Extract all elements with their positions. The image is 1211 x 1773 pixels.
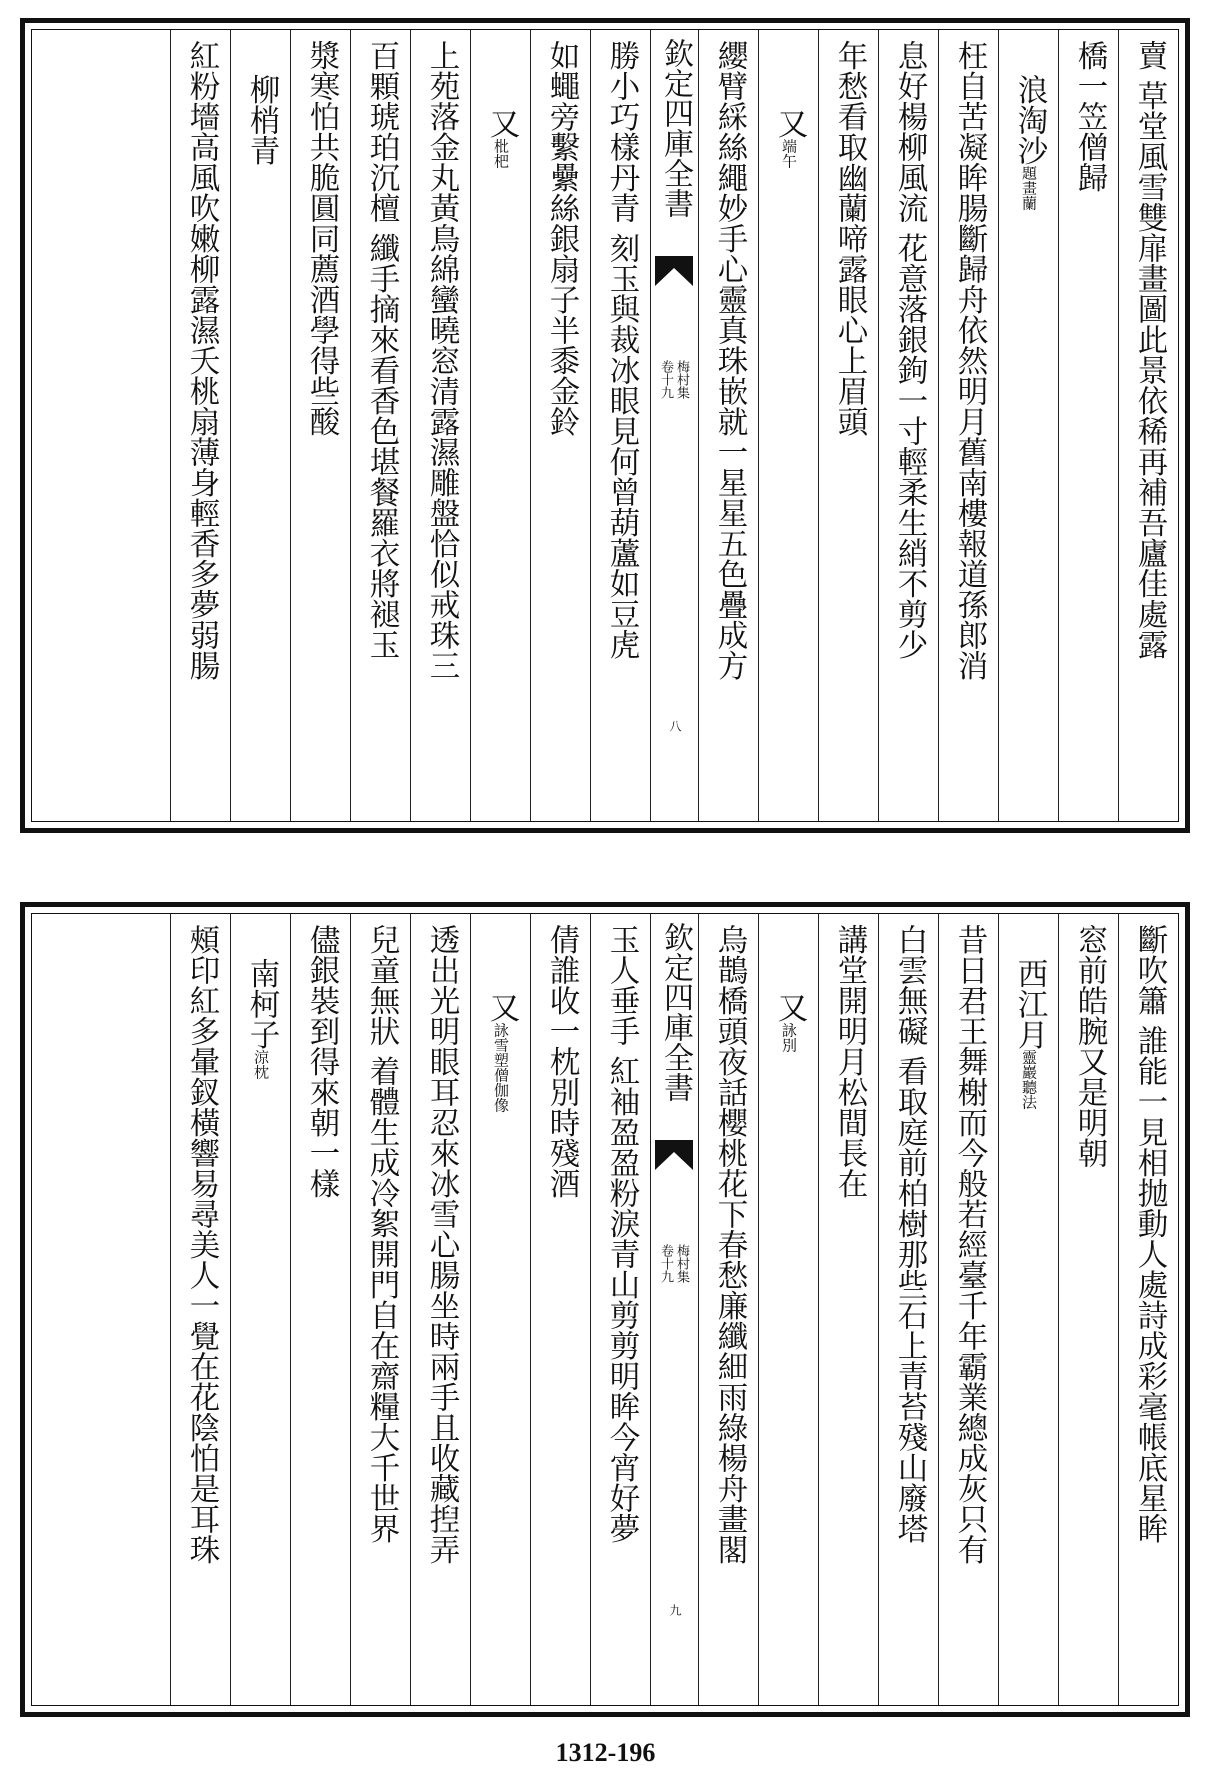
column-main-text: 斷吹簫 誰能一見相抛動人處詩成彩毫帳底星眸 [1132,924,1167,1544]
text-column [350,914,410,1705]
text-column [350,30,410,821]
title-annotation: 靈巖聽法 [1020,1049,1038,1110]
column-main-text: 年愁看取幽蘭啼露眼心上眉頭 [832,40,867,437]
column-main-text: 又 [484,992,519,1023]
text-column [878,30,938,821]
column-text [351,40,410,660]
column-main-text: 又 [772,108,807,139]
text-column [590,914,650,1705]
column-main-text: 玉人垂手 紅袖盈盈粉淚青山剪剪明眸今宵好夢 [604,924,639,1544]
text-column [410,30,470,821]
column-main-text: 勝小巧樣丹青 刻玉與裁冰眼見何曾葫蘆如豆虎 [604,40,639,660]
column-text [591,924,650,1544]
title-annotation: 題畫蘭 [1020,165,1038,211]
column-text [591,40,650,660]
spine-title: 欽定四庫全書 [658,922,693,1102]
column-main-text: 又 [484,108,519,139]
column-text [171,40,230,681]
column-main-text: 如蠅旁繫纍絲銀扇子半黍金鈴 [544,40,579,437]
title-annotation: 枇杷 [492,138,510,169]
text-column [1118,914,1178,1705]
text-column [1118,30,1178,821]
column-main-text: 白雲無礙 看取庭前柏樹那些石上青苔殘山廢塔 [892,924,927,1544]
column-text [231,74,290,166]
column-text [879,924,938,1544]
column-text [411,40,470,681]
column-main-text: 倩誰收一枕別時殘酒 [544,924,579,1199]
column-text [1059,924,1118,1168]
spine-collection: 梅村集 [674,360,689,399]
column-text [411,924,470,1565]
column-main-text: 南柯子 [244,958,279,1050]
column-text [759,108,818,169]
column-text [531,924,590,1199]
title-annotation: 詠別 [780,1022,798,1053]
column-text [1059,40,1118,193]
title-annotation: 詠雪塑僧伽像 [492,1022,510,1113]
column-text [171,924,230,1565]
text-column [878,914,938,1705]
spine-volume: 卷十九 [658,360,673,399]
text-column [758,914,818,1705]
text-column [590,30,650,821]
spine-volume: 卷十九 [658,1244,673,1283]
column-text [531,40,590,437]
text-column [998,30,1058,821]
fish-tail-mark-icon [655,1140,693,1170]
text-column [170,30,230,821]
column-main-text: 儘銀裝到得來朝一樣 [304,924,339,1199]
column-main-text: 又 [772,992,807,1023]
center-spine [650,914,698,1705]
column-main-text: 百顆琥珀沉檀 纖手摘來看香色堪餐羅衣將褪玉 [364,40,399,660]
column-text [939,40,998,681]
text-column [1058,30,1118,821]
column-text [1119,40,1178,660]
column-main-text: 講堂開明月松間長在 [832,924,867,1199]
title-annotation: 端午 [780,138,798,169]
column-text [291,40,350,437]
column-main-text: 昔日君王舞榭而今般若經臺千年霸業總成灰只有 [952,924,987,1565]
top-page [20,18,1190,833]
column-text [699,40,758,681]
text-column [1058,914,1118,1705]
column-main-text: 西江月 [1012,958,1047,1050]
column-main-text: 浪淘沙 [1012,74,1047,166]
column-text [351,924,410,1544]
text-column [230,914,290,1705]
column-main-text: 息好楊柳風流 花意落銀鉤一寸輕柔生綃不剪少 [892,40,927,660]
column-main-text: 柳梢青 [244,74,279,166]
column-text [231,958,290,1080]
fish-tail-mark-icon [655,256,693,286]
page-number: 1312-196 [555,1738,656,1767]
column-text [699,924,758,1565]
spine-folio: 九 [668,1604,682,1616]
text-column [410,914,470,1705]
text-column [938,914,998,1705]
text-column [938,30,998,821]
bottom-page-columns [31,913,1179,1706]
column-text [819,40,878,437]
column-text [471,108,530,169]
text-column [818,30,878,821]
text-column [170,914,230,1705]
column-text [291,924,350,1199]
column-text [759,992,818,1053]
text-column [998,914,1058,1705]
column-main-text: 上苑落金丸黃鳥綿蠻曉窓清露濕雕盤恰似戒珠三 [424,40,459,681]
text-column [470,30,530,821]
column-main-text: 漿寒怕共脆圓同薦酒學得些酸 [304,40,339,437]
text-column [698,914,758,1705]
column-main-text: 烏鵲橋頭夜話櫻桃花下春愁廉纖細雨綠楊舟畫閣 [712,924,747,1565]
column-text [939,924,998,1565]
column-main-text: 紅粉墻高風吹嫩柳露濕夭桃扇薄身輕香多夢弱腸 [184,40,219,681]
text-column [530,914,590,1705]
column-text [879,40,938,660]
column-main-text: 枉自苦凝眸腸斷歸舟依然明月舊南樓報道孫郎消 [952,40,987,681]
text-column [530,30,590,821]
column-text [1119,924,1178,1544]
text-column [818,914,878,1705]
text-column [290,914,350,1705]
column-main-text: 橋一笠僧歸 [1072,40,1107,193]
bottom-page [20,902,1190,1717]
title-annotation: 涼枕 [252,1049,270,1080]
center-spine [650,30,698,821]
column-main-text: 頰印紅多暈釵橫響易尋美人一覺在花陰怕是耳珠 [184,924,219,1565]
spine-title: 欽定四庫全書 [658,38,693,218]
column-text [999,74,1058,211]
column-main-text: 窓前皓腕又是明朝 [1072,924,1107,1168]
spine-folio: 八 [668,720,682,732]
text-column [698,30,758,821]
column-text [999,958,1058,1110]
text-column [230,30,290,821]
column-text [819,924,878,1199]
spine-collection: 梅村集 [674,1244,689,1283]
column-main-text: 賣 草堂風雪雙扉畫圖此景依稀再補吾廬佳處露 [1132,40,1167,660]
text-column [470,914,530,1705]
column-main-text: 透出光明眼耳忍來冰雪心腸坐時兩手且收藏揑弄 [424,924,459,1565]
top-page-columns [31,29,1179,822]
text-column [290,30,350,821]
column-main-text: 兒童無狀 着體生成冷絮開門自在齋糧大千世界 [364,924,399,1544]
column-main-text: 纓臂綵絲繩妙手心靈真珠嵌就一星星五色疊成方 [712,40,747,681]
text-column [758,30,818,821]
column-text [471,992,530,1113]
